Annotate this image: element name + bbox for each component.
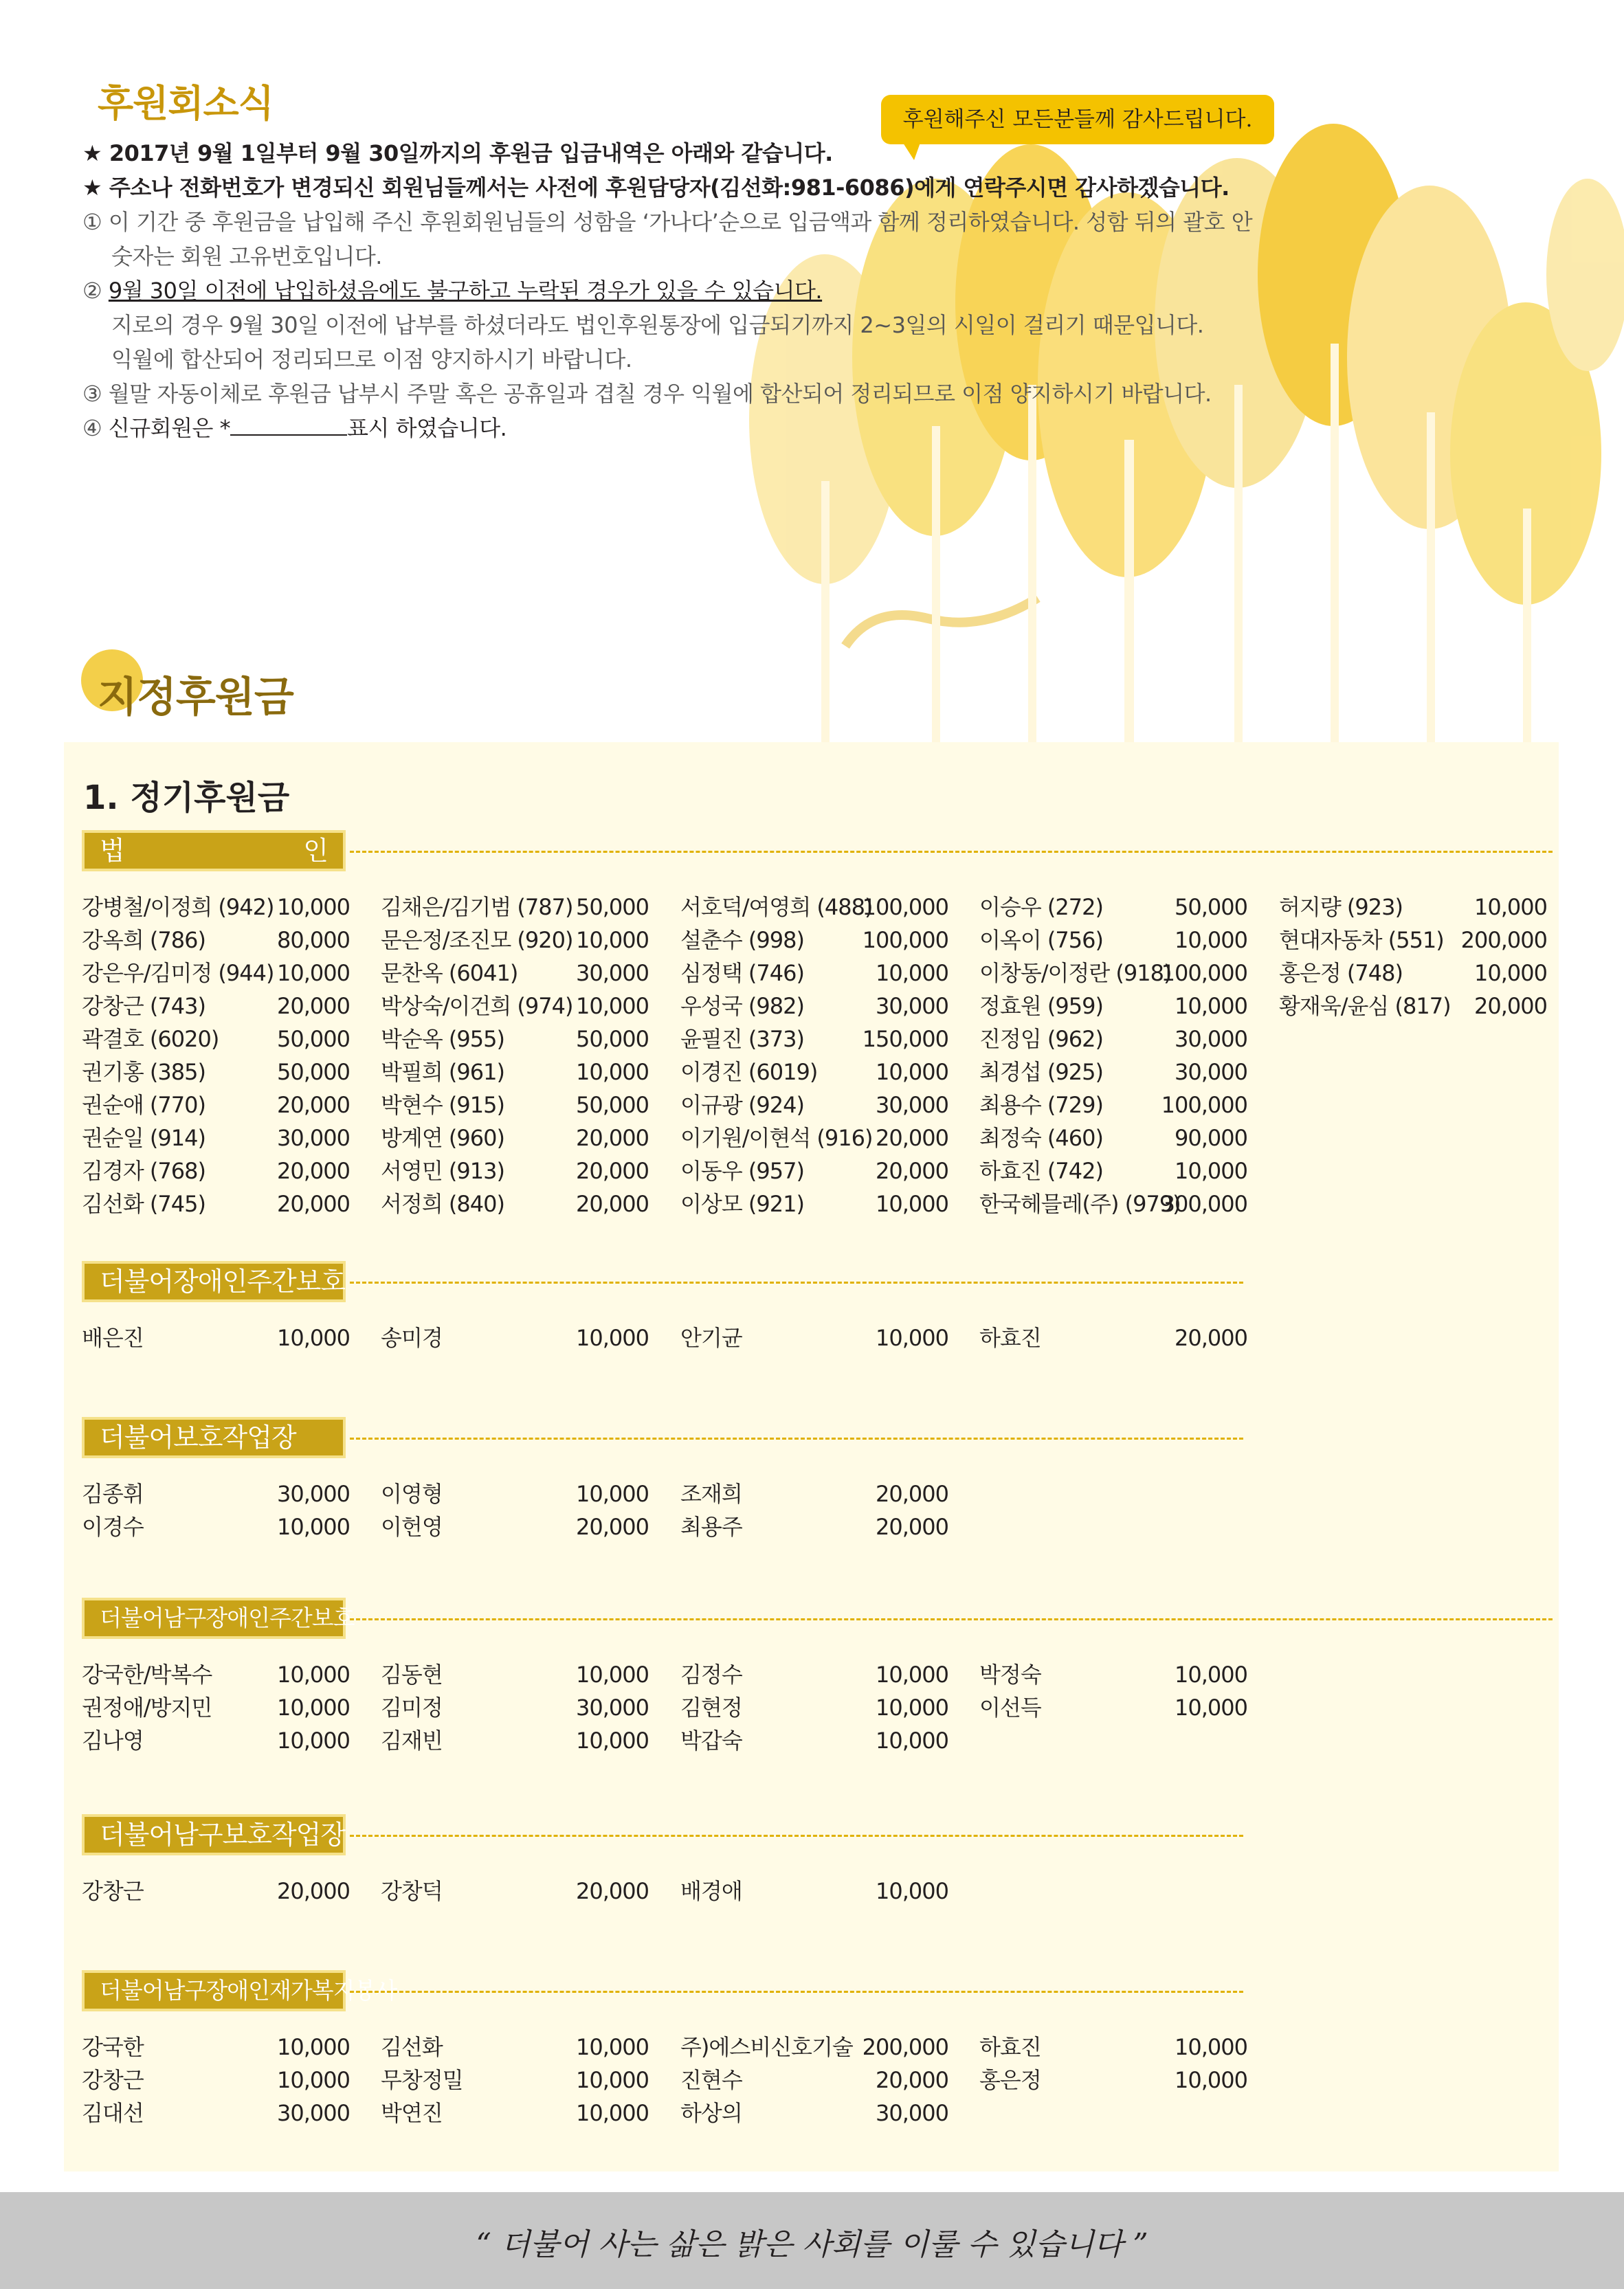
donor-entry: [82, 2031, 350, 2064]
donor-entry: [381, 990, 649, 1023]
donation-amount: 10,000: [576, 993, 649, 1019]
donor-name: 강옥희 (786): [82, 927, 205, 953]
donor-entry: [979, 1088, 1247, 1121]
donor-entry: [680, 2064, 948, 2097]
donation-amount: 10,000: [1175, 1662, 1247, 1688]
donation-amount: 200,000: [1460, 927, 1547, 953]
donation-amount: 50,000: [576, 1092, 649, 1118]
donation-amount: 10,000: [277, 1662, 350, 1688]
donation-amount: 20,000: [876, 1158, 948, 1184]
donor-column: [82, 1875, 350, 1908]
donor-name: 진현수: [680, 2067, 742, 2093]
donor-name: 이경수: [82, 1514, 144, 1540]
donor-entry: [979, 1321, 1247, 1354]
donor-name: 황재욱/윤심 (817): [1279, 993, 1451, 1019]
donation-amount: 20,000: [876, 1514, 948, 1540]
donor-entry: [979, 957, 1247, 990]
divider: [350, 1835, 1243, 1837]
donor-name: 강은우/김미정 (944): [82, 960, 274, 986]
donor-entry: [680, 2097, 948, 2130]
donor-entry: [979, 891, 1247, 924]
donation-amount: 100,000: [1161, 1092, 1247, 1118]
donor-entry: [381, 1875, 649, 1908]
donor-column: [82, 2031, 350, 2130]
donation-amount: 10,000: [576, 2067, 649, 2093]
donation-amount: 20,000: [876, 2067, 948, 2093]
notice-item: ★ 주소나 전화번호가 변경되신 회원님들께서는 사전에 후원담당자(김선화:981-6086)에게 연락주시면 감사하겠습니다.: [82, 175, 1230, 201]
donor-name: 강창근 (743): [82, 993, 205, 1019]
donor-entry: [82, 1154, 350, 1187]
donation-amount: 10,000: [1175, 2067, 1247, 2093]
donor-entry: [82, 990, 350, 1023]
donor-entry: [680, 957, 948, 990]
donor-name: 서영민 (913): [381, 1158, 504, 1184]
donor-entry: [82, 1121, 350, 1154]
donor-name: 설춘수 (998): [680, 927, 804, 953]
donor-name: 하효진 (742): [979, 1158, 1103, 1184]
donation-amount: 10,000: [277, 1728, 350, 1754]
donation-amount: 10,000: [876, 1728, 948, 1754]
donation-amount: 20,000: [576, 1158, 649, 1184]
donor-name: 박정숙: [979, 1662, 1041, 1688]
donor-entry: [680, 1187, 948, 1220]
donor-name: 김경자 (768): [82, 1158, 205, 1184]
donor-entry: [381, 2064, 649, 2097]
donation-amount: 10,000: [576, 1059, 649, 1085]
donor-name: 심정택 (746): [680, 960, 804, 986]
donor-name: 한국헤믈레(주) (979): [979, 1191, 1181, 1217]
donation-amount: 30,000: [1175, 1059, 1247, 1085]
donor-entry: [82, 1724, 350, 1757]
donation-amount: 50,000: [576, 1026, 649, 1052]
donation-amount: 10,000: [876, 960, 948, 986]
donor-entry: [82, 924, 350, 957]
donation-amount: 20,000: [1474, 993, 1547, 1019]
page-title: 후원회소식: [98, 82, 274, 125]
donor-entry: [82, 891, 350, 924]
donation-amount: 20,000: [277, 1092, 350, 1118]
donation-amount: 10,000: [1474, 960, 1547, 986]
donation-amount: 20,000: [1175, 1325, 1247, 1351]
notice-list: [82, 136, 1340, 445]
donor-name: 최경섭 (925): [979, 1059, 1103, 1085]
donor-name: 정효원 (959): [979, 993, 1103, 1019]
donor-name: 최용주: [680, 1514, 742, 1540]
donor-name: 우성국 (982): [680, 993, 804, 1019]
notice-item: 숫자는 회원 고유번호입니다.: [111, 243, 382, 269]
donor-entry: [381, 1023, 649, 1056]
donor-entry: [1279, 924, 1547, 957]
donor-entry: [680, 2031, 948, 2064]
donor-name: 문은정/조진모 (920): [381, 927, 573, 953]
donor-name: 권기홍 (385): [82, 1059, 205, 1085]
donor-name: 김정수: [680, 1662, 742, 1688]
donor-entry: [979, 1121, 1247, 1154]
donor-column: [979, 1658, 1247, 1724]
donation-amount: 10,000: [576, 2100, 649, 2126]
donor-column: [82, 891, 350, 1220]
donation-amount: 10,000: [277, 1514, 350, 1540]
donor-column: [82, 1658, 350, 1757]
divider: [350, 1438, 1243, 1440]
donor-name: 배은진: [82, 1325, 144, 1351]
donor-column: [680, 1477, 948, 1543]
donation-amount: 30,000: [277, 1125, 350, 1151]
donor-entry: [680, 1088, 948, 1121]
donor-entry: [1279, 990, 1547, 1023]
group-tag: 더불어남구장애인주간보호: [82, 1598, 346, 1639]
donor-entry: [979, 2031, 1247, 2064]
donor-name: 강창근: [82, 2067, 144, 2093]
group-tag: 더불어장애인주간보호: [82, 1261, 346, 1302]
donor-name: 현대자동차 (551): [1279, 927, 1444, 953]
donor-entry: [381, 2097, 649, 2130]
divider: [350, 1282, 1243, 1284]
donor-name: 하효진: [979, 1325, 1041, 1351]
donor-name: 이승우 (272): [979, 894, 1103, 920]
donor-name: 김선화 (745): [82, 1191, 205, 1217]
donor-name: 안기균: [680, 1325, 742, 1351]
donor-entry: [680, 1691, 948, 1724]
donor-entry: [82, 2097, 350, 2130]
donor-name: 문찬옥 (6041): [381, 960, 518, 986]
donor-entry: [680, 891, 948, 924]
donor-entry: [979, 1056, 1247, 1088]
donor-entry: [381, 1477, 649, 1510]
donor-entry: [381, 891, 649, 924]
donor-name: 이헌영: [381, 1514, 443, 1540]
donor-entry: [82, 1056, 350, 1088]
donor-name: 박현수 (915): [381, 1092, 504, 1118]
donor-name: 박상숙/이건희 (974): [381, 993, 573, 1019]
donation-amount: 300,000: [1161, 1191, 1247, 1217]
donor-entry: [680, 1724, 948, 1757]
donation-amount: 10,000: [576, 1728, 649, 1754]
donation-amount: 20,000: [277, 1878, 350, 1904]
donor-entry: [979, 1658, 1247, 1691]
donor-name: 홍은정: [979, 2067, 1041, 2093]
donation-amount: 100,000: [862, 927, 948, 953]
donation-amount: 10,000: [277, 2034, 350, 2060]
donor-column: [82, 1477, 350, 1543]
donation-amount: 10,000: [576, 1481, 649, 1507]
donor-entry: [82, 1691, 350, 1724]
donor-name: 송미경: [381, 1325, 443, 1351]
group-tag: 더불어보호작업장: [82, 1417, 346, 1458]
donor-name: 김대선: [82, 2100, 144, 2126]
donation-amount: 50,000: [576, 894, 649, 920]
donor-name: 강창덕: [381, 1878, 443, 1904]
donor-entry: [979, 1187, 1247, 1220]
donor-name: 강병철/이정희 (942): [82, 894, 274, 920]
donation-amount: 10,000: [1175, 927, 1247, 953]
donor-entry: [680, 990, 948, 1023]
donor-column: [979, 1321, 1247, 1354]
donation-amount: 20,000: [576, 1125, 649, 1151]
donor-name: 김선화: [381, 2034, 443, 2060]
donation-amount: 10,000: [1175, 1158, 1247, 1184]
donor-name: 허지량 (923): [1279, 894, 1403, 920]
donor-name: 강국한: [82, 2034, 144, 2060]
donor-entry: [979, 1691, 1247, 1724]
donation-amount: 10,000: [576, 1325, 649, 1351]
donation-amount: 30,000: [876, 2100, 948, 2126]
donor-entry: [381, 924, 649, 957]
donor-entry: [979, 1023, 1247, 1056]
donor-entry: [381, 957, 649, 990]
donor-entry: [1279, 957, 1547, 990]
donor-name: 이창동/이정란 (918): [979, 960, 1172, 986]
donor-name: 권순애 (770): [82, 1092, 205, 1118]
donor-entry: [381, 1121, 649, 1154]
donor-entry: [381, 2031, 649, 2064]
donor-column: [680, 1321, 948, 1354]
group-tag: 법 인: [82, 830, 346, 871]
donation-amount: 30,000: [876, 993, 948, 1019]
donation-amount: 10,000: [876, 1695, 948, 1721]
donor-entry: [82, 2064, 350, 2097]
donor-entry: [979, 990, 1247, 1023]
donor-name: 주)에스비신호기술: [680, 2034, 853, 2060]
donation-amount: 50,000: [277, 1059, 350, 1085]
group-corporate: [82, 830, 1553, 1217]
donation-amount: 30,000: [576, 960, 649, 986]
donation-amount: 10,000: [876, 1325, 948, 1351]
donor-entry: [82, 1023, 350, 1056]
donor-name: 이기원/이현석 (916): [680, 1125, 873, 1151]
notice-item: ★ 2017년 9월 1일부터 9월 30일까지의 후원금 입금내역은 아래와 같습니다.: [82, 140, 833, 166]
donation-amount: 10,000: [876, 1191, 948, 1217]
donation-amount: 30,000: [576, 1695, 649, 1721]
donation-amount: 10,000: [576, 1662, 649, 1688]
donor-name: 이영형: [381, 1481, 443, 1507]
group-namgu-workshop: [82, 1814, 1553, 1904]
donor-column: [82, 1321, 350, 1354]
donor-entry: [82, 1088, 350, 1121]
donation-amount: 150,000: [862, 1026, 948, 1052]
donation-amount: 10,000: [277, 1695, 350, 1721]
donation-amount: 30,000: [277, 2100, 350, 2126]
notice-item: 지로의 경우 9월 30일 이전에 납부를 하셨더라도 법인후원통장에 입금되기까지 2~3일의 시일이 걸리기 때문입니다.: [111, 312, 1204, 338]
donor-entry: [680, 1321, 948, 1354]
footer-bar: [0, 2192, 1624, 2289]
donor-name: 김채은/김기범 (787): [381, 894, 573, 920]
donor-entry: [82, 1875, 350, 1908]
donor-name: 이동우 (957): [680, 1158, 804, 1184]
donor-entry: [381, 1056, 649, 1088]
donation-panel: [64, 742, 1559, 2171]
donor-column: [680, 1875, 948, 1908]
donation-amount: 20,000: [576, 1878, 649, 1904]
donor-name: 이옥이 (756): [979, 927, 1103, 953]
divider: [350, 851, 1553, 853]
donor-name: 서정희 (840): [381, 1191, 504, 1217]
donor-name: 최용수 (729): [979, 1092, 1103, 1118]
donor-entry: [979, 2064, 1247, 2097]
donor-name: 김재빈: [381, 1728, 443, 1754]
donor-entry: [680, 1658, 948, 1691]
donor-entry: [381, 1154, 649, 1187]
donation-amount: 80,000: [277, 927, 350, 953]
donation-amount: 90,000: [1175, 1125, 1247, 1151]
donor-name: 권순일 (914): [82, 1125, 205, 1151]
donation-amount: 20,000: [277, 1158, 350, 1184]
donor-entry: [1279, 891, 1547, 924]
donor-name: 방계연 (960): [381, 1125, 504, 1151]
donor-entry: [82, 1477, 350, 1510]
donor-entry: [381, 1321, 649, 1354]
donation-amount: 10,000: [1175, 2034, 1247, 2060]
donation-amount: 10,000: [876, 1059, 948, 1085]
donor-entry: [979, 1154, 1247, 1187]
donor-name: 진정임 (962): [979, 1026, 1103, 1052]
group-day-care: [82, 1261, 1553, 1351]
donor-column: [680, 2031, 948, 2130]
donor-entry: [979, 924, 1247, 957]
donation-amount: 10,000: [876, 1878, 948, 1904]
donor-name: 조재희: [680, 1481, 742, 1507]
donor-entry: [82, 1510, 350, 1543]
group-tag: 더불어남구장애인재가복지봉사: [82, 1970, 346, 2011]
donor-entry: [381, 1658, 649, 1691]
donor-entry: [680, 1477, 948, 1510]
donation-amount: 10,000: [1175, 1695, 1247, 1721]
donor-name: 이상모 (921): [680, 1191, 804, 1217]
donation-amount: 10,000: [1175, 993, 1247, 1019]
donor-column: [381, 1477, 649, 1543]
donation-amount: 10,000: [576, 927, 649, 953]
donor-column: [381, 891, 649, 1220]
donor-column: [381, 1321, 649, 1354]
donor-name: 곽결호 (6020): [82, 1026, 219, 1052]
donor-entry: [680, 1510, 948, 1543]
donation-amount: 10,000: [277, 1325, 350, 1351]
donor-entry: [680, 1056, 948, 1088]
donation-amount: 20,000: [876, 1125, 948, 1151]
donor-entry: [381, 1187, 649, 1220]
donation-amount: 20,000: [876, 1481, 948, 1507]
donation-amount: 10,000: [876, 1662, 948, 1688]
donor-name: 강국한/박복수: [82, 1662, 212, 1688]
donor-column: [381, 2031, 649, 2130]
donation-amount: 100,000: [862, 894, 948, 920]
donor-column: [381, 1875, 649, 1908]
donor-name: 윤필진 (373): [680, 1026, 804, 1052]
sub-title: 1. 정기후원금: [83, 779, 290, 817]
donor-name: 김나영: [82, 1728, 144, 1754]
notice-item: ② 9월 30일 이전에 납입하셨음에도 불구하고 누락된 경우가 있을 수 있습니다.: [82, 278, 823, 304]
donation-amount: 100,000: [1161, 960, 1247, 986]
donation-amount: 20,000: [576, 1191, 649, 1217]
donation-amount: 10,000: [277, 960, 350, 986]
donation-amount: 10,000: [277, 894, 350, 920]
donor-entry: [381, 1088, 649, 1121]
donor-entry: [82, 957, 350, 990]
donor-entry: [381, 1691, 649, 1724]
group-workshop: [82, 1417, 1553, 1540]
donor-name: 강창근: [82, 1878, 144, 1904]
donor-entry: [381, 1724, 649, 1757]
donor-name: 최정숙 (460): [979, 1125, 1103, 1151]
donor-name: 이경진 (6019): [680, 1059, 818, 1085]
donor-entry: [82, 1187, 350, 1220]
donor-column: [680, 891, 948, 1220]
donor-name: 이규광 (924): [680, 1092, 804, 1118]
divider: [350, 1618, 1553, 1620]
donor-entry: [680, 1154, 948, 1187]
group-tag: 더불어남구보호작업장: [82, 1814, 346, 1855]
speech-bubble: 후원해주신 모든분들께 감사드립니다.: [881, 95, 1274, 144]
donor-column: [979, 2031, 1247, 2097]
donation-amount: 20,000: [576, 1514, 649, 1540]
divider: [350, 1991, 1243, 1993]
donor-entry: [82, 1321, 350, 1354]
blank-line: [230, 416, 347, 436]
donor-entry: [82, 1658, 350, 1691]
donation-amount: 30,000: [876, 1092, 948, 1118]
donor-name: 하상의: [680, 2100, 742, 2126]
donor-name: 박연진: [381, 2100, 443, 2126]
donation-amount: 10,000: [277, 2067, 350, 2093]
donor-name: 김현정: [680, 1695, 742, 1721]
donor-entry: [680, 1121, 948, 1154]
donation-amount: 50,000: [277, 1026, 350, 1052]
notice-item: ③ 월말 자동이체로 후원금 납부시 주말 혹은 공휴일과 겹칠 경우 익월에 합산되어 정리되므로 이점 양지하시기 바랍니다.: [82, 381, 1212, 407]
donor-name: 박갑숙: [680, 1728, 742, 1754]
donor-column: [381, 1658, 649, 1757]
footer-slogan: “ 더불어 사는 삶은 밝은 사회를 이룰 수 있습니다 ”: [476, 2227, 1148, 2262]
notice-item: ① 이 기간 중 후원금을 납입해 주신 후원회원님들의 성함을 ‘가나다’순으로 입금액과 함께 정리하였습니다. 성함 뒤의 괄호 안: [82, 209, 1253, 235]
donor-column: [1279, 891, 1547, 1023]
donation-amount: 50,000: [1175, 894, 1247, 920]
donation-amount: 30,000: [277, 1481, 350, 1507]
donor-name: 이선득: [979, 1695, 1041, 1721]
donor-name: 무창정밀: [381, 2067, 463, 2093]
notice-item: ④ 신규회원은 * 표시 하였습니다.: [82, 415, 507, 441]
donation-amount: 200,000: [862, 2034, 948, 2060]
donation-amount: 10,000: [576, 2034, 649, 2060]
donation-amount: 30,000: [1175, 1026, 1247, 1052]
section-title: 지정후원금: [98, 673, 293, 722]
donor-name: 김종휘: [82, 1481, 144, 1507]
donor-name: 권정애/방지민: [82, 1695, 212, 1721]
donor-column: [680, 1658, 948, 1757]
donor-entry: [680, 924, 948, 957]
donor-entry: [381, 1510, 649, 1543]
group-namgu-day-care: [82, 1598, 1553, 1754]
donor-name: 김미정: [381, 1695, 443, 1721]
donor-entry: [680, 1023, 948, 1056]
donor-name: 서호덕/여영희 (488): [680, 894, 873, 920]
donation-amount: 20,000: [277, 993, 350, 1019]
donation-amount: 20,000: [277, 1191, 350, 1217]
group-namgu-home-care: [82, 1970, 1553, 2126]
donor-column: [979, 891, 1247, 1220]
donor-name: 박순옥 (955): [381, 1026, 504, 1052]
donor-name: 하효진: [979, 2034, 1041, 2060]
donor-name: 홍은정 (748): [1279, 960, 1403, 986]
donor-name: 배경애: [680, 1878, 742, 1904]
donor-entry: [680, 1875, 948, 1908]
notice-item: 익월에 합산되어 정리되므로 이점 양지하시기 바랍니다.: [111, 346, 632, 372]
donor-name: 박필희 (961): [381, 1059, 504, 1085]
donor-name: 김동현: [381, 1662, 443, 1688]
donation-amount: 10,000: [1474, 894, 1547, 920]
